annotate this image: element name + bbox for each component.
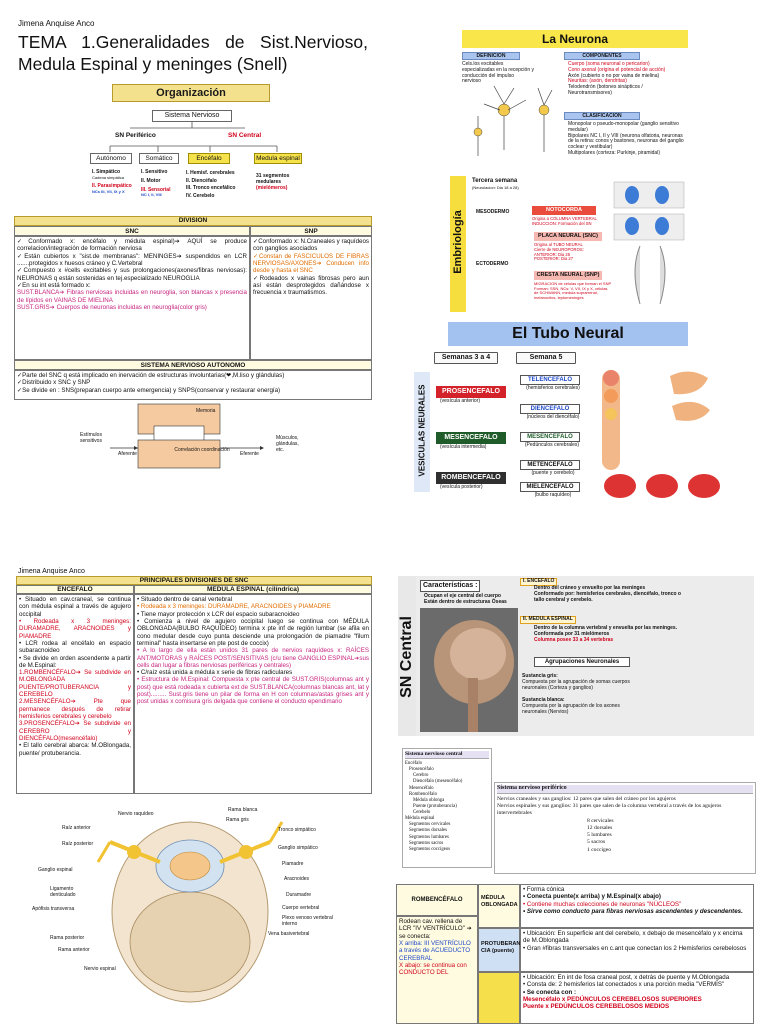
spinal-cord-illustration (90, 802, 290, 1022)
lbl-plexo: Plexo venoso vertebral interno (282, 915, 333, 927)
diencefalo: DIENCEFALO (520, 404, 580, 414)
org-snp: SN Periférico (115, 132, 156, 139)
lbl-tronco-simpatico: Tronco simpático (278, 827, 316, 833)
ectodermo: ECTODERMO (476, 261, 509, 267)
encefalo-items: Dentro del cráneo y envuelto por las meninges Conformado por: hemisferios cerebrales, diencéfalo, tronco o tallo cerebral y cerebelo. (534, 585, 681, 603)
snc-list-box: Sistema nervioso central Encéfalo Prosencéfalo Cerebro Diencéfalo (mesencéfalo) Mesencéfalo Rombencéfalo Médula oblonga Puente (protuberancia) Cerebelo Médula espinal Segmentos cervicales Segmentos dorsales Segmentos lumbares Segmentos sacros Segmentos coccígeos (402, 748, 492, 868)
autonomo-cell: ✓Parte del SNC q está implicado en inervación de estructuras involuntarias(❤,M.liso y glándulas) ✓Distribuido x SNC y SNP ✓Se divide en : SNS(preparan cuerpo ante emergencia) y SNPS(conservar y restaurar energía) (14, 370, 372, 400)
page2 (384, 0, 768, 512)
lbl-nervio-raquideo: Nervio raquídeo (118, 811, 154, 817)
org-medula: Medula espinal (254, 153, 302, 164)
agrupaciones-title: Agrupaciones Neuronales (534, 657, 630, 667)
medula-tag: II. MEDULA ESPINAL (520, 616, 576, 624)
sust-blanca: Sustancia blanca: Compuesta por la agrupación de los axones neuronales (Nervios) (522, 697, 620, 715)
reflex-memoria: Memoria (196, 408, 216, 414)
placa-text: Origina al TUBO NEURAL Cierre de NEUROPOROS: ANTERIOR: Dia 25 POSTERIOR: Dia 27 (534, 242, 584, 262)
division-snc-head: SNC (14, 226, 250, 236)
mesencefalo2: MESENCEFALO (520, 432, 580, 442)
metencefalo: METENCEFALO (520, 460, 580, 470)
autonomo-title: SISTEMA NERVIOSO AUTONOMO (14, 360, 372, 370)
semanas34: Semanas 3 a 4 (434, 352, 498, 364)
clasificacion-list: Monopolar o pseudo-monopolar (ganglio sensitivo medular) Bipolares NC I, II y VIII (neurona olfatoria, neuronas de la retina: conos y bastones, neuronas del ganglio coclear y vestibular) Multipolares (corteza: Purkinje, piramidal) (568, 121, 684, 156)
mo-text: • Forma cónica • Conecta puente(x arriba) y M.Espinal(x abajo) • Contiene muchas colecciones de neuronas "NÚCLEOS" • Sirve como conducto para fibras nerviosas ascendentes y descendentes. (520, 884, 754, 928)
lbl-nervio-espinal: Nervio espinal (84, 966, 116, 972)
lbl-rama-posterior: Rama posterior (50, 935, 85, 941)
rombencefalo-sub: (vesícula posterior) (440, 484, 483, 490)
lbl-aracnoides: Aracnoides (284, 876, 310, 882)
encefalo-tag: I. ENCEFALO (520, 578, 557, 586)
lbl-raiz-posterior: Raíz posterior (62, 841, 94, 847)
reflex-efectores: Músculos, glándulas, etc. (276, 435, 299, 453)
division-snp-head: SNP (250, 226, 372, 236)
lbl-rama-blanca: Rama blanca (228, 807, 258, 813)
tubo-banner: El Tubo Neural (448, 322, 688, 346)
org-med-items: 31 segmentos medulares (mielómeros) (256, 173, 290, 191)
lbl-cuerpo-vertebral: Cuerpo vertebral (282, 905, 320, 911)
org-autonomo: Autónomo (90, 153, 132, 164)
division-snc-cell: ✓Conformado x: encéfalo y médula espinal)➔ AQUÍ se produce correlacion/integración de formación nerviosa ✓Están cubiertos x "sist.de membranas": MENINGES➔ suspendidos en LCR .......protegidos x huesos cráneo y C.Vertebral ✓Compuesto x #cells excitables y sus prolongaciones(axones/fibras nerviosas): NEURONAS q están sostenidas en tej.especializado NEUROGLIA ✓En su int está formado x: SUST.BLANCA➔ Fibras nerviosas incluidas en neuroglia, son blancas x presencia de lípidos en VAINAS DE MIELINA SUST.GRIS➔ Cuerpos de neuronas incluidas en neuroglia(color gris) (14, 236, 250, 360)
author-label: Jimena Anquise Anco (18, 19, 95, 28)
organizacion-title: Organización (112, 84, 270, 102)
division-snp-cell: ✓Conformado x: N.Craneales y raquídeos con ganglios asociados ✓Constan de FASCICULOS DE FIBRAS NERVIOSAS/AXONES➔ Conducen info desde y hasta el SNC ✓Rodeados x vainas fibrosas pero aun así están desprotegidos dañándose x frecuencia x traumatismos. (250, 236, 372, 360)
lbl-ligamento: Ligamento denticulado (50, 886, 76, 898)
lbl-rama-anterior: Rama anterior (58, 947, 90, 953)
prosencefalo: PROSENCEFALO (436, 386, 506, 398)
lbl-ganglio-espinal: Ganglio espinal (38, 867, 73, 873)
mesodermo: MESODERMO (476, 209, 510, 215)
encefalo-head: ENCEFALO (16, 585, 134, 594)
mielencefalo: MIELENCEFALO (520, 482, 580, 492)
org-snc: SN Central (228, 132, 262, 139)
cb-text: • Ubicación: En int de fosa craneal post, x detrás de puente y M.Oblongada • Consta de: 2 hemisferios lat conectados x una porción media "VERMIS" • Se conecta con : Mesencéfalo x PEDÚNCULOS CEREBELOSOS SUPERIORES Puente x PEDÚNCULOS CEREBELOSOS MEDIOS (520, 972, 754, 1024)
org-som-items: I. Sensitivo II. Motor III. Sensorial NC I, II, VIII (141, 169, 171, 198)
romb-table (396, 884, 754, 1024)
org-somatico: Somático (139, 153, 179, 164)
lbl-rama-gris: Rama gris (226, 817, 249, 823)
mesencefalo-sub: (vesícula intermedia) (440, 444, 487, 450)
org-aut-items: I. Simpático Cadena simpática II. Parasimpático NCs III, VII, IX y X (92, 169, 132, 195)
division-title: DIVISION (14, 216, 372, 226)
definicion-head: DEFINICION (462, 52, 520, 60)
author-label-2: Jimena Anquise Anco (18, 568, 85, 575)
tercera-semana: Tercera semana (472, 178, 518, 184)
title-line2: Medula Espinal y meninges (Snell) (18, 54, 288, 74)
neuron-illustration (464, 80, 564, 164)
mesencefalo2-sub: (Pedúnculos cerebrales) (524, 442, 580, 448)
definicion-text: Cels.los excitables especializadas en la recepción y conducción del impulso nervioso (462, 61, 534, 85)
lbl-piamadre: Piamadre (282, 861, 304, 867)
mielencefalo-sub: (bulbo raquídeo) (534, 492, 572, 498)
componentes-head: COMPONENTES (564, 52, 640, 60)
vesiculas-side: VESICULAS NEURALES (414, 372, 430, 492)
title-line1: TEMA 1.Generalidades de Sist.Nervioso, (18, 32, 368, 52)
notocorda-text: Origina a COLUMNA VERTEBRAL INDUCCION: Formación del SN (532, 216, 597, 226)
cb-head (478, 972, 520, 1024)
lbl-raiz-anterior: Raíz anterior (62, 825, 91, 831)
rombencefalo: ROMBENCEFALO (436, 472, 506, 484)
telencefalo: TELENCEFALO (520, 375, 580, 385)
lbl-apofisis: Apófisis transversa (32, 906, 75, 912)
neurulacion: (Neurulacion: Dia 18 a 28) (472, 185, 519, 190)
medula-cell: • Situado dentro de canal vertebral • Rodeada x 3 meninges: DURAMADRE, ARACNOIDES y PIAMADRE • Tiene mayor protección x LCR del espacio subaracnoideo • Comienza a nivel de agujero occipital luego se continua con MÉDULA OBLONGADA(BULBO RAQUÍDEO) termina x pte inf de región lumbar (se afila en cono medular desde cuyo punta desciende una prolongación de piamadre "filum terminal" hasta insertarse en pte post de coccix) • A lo largo de ella están unidos 31 pares de nervios raquídeos x: RAÍCES ANT/MOTORAS y RAÍCES POST/SENSITIVAS (c/u tiene GANGLIO ESPINAL➔sus cells dan lugar a fibras nerviosas periféricas y centrales) • C/raíz está unida a médula x serie de fibras radiculares • Estructura de M.Espinal: Compuesta x pte central de SUST.GRIS(columnas ant y post) que está rodeada x cubierta ext de SUST.BLANCA(columnas blancas ant, lat y post)......... Sust.gris tiene un pilar de forma en H con columnas/astas grises ant y post unidas x comisura gris delgada que contiene el conducto ependimario (134, 594, 372, 794)
clasificacion-head: CLASIFICACION (564, 112, 640, 120)
metencefalo-sub: (puente y cerebelo) (531, 470, 575, 476)
embriologia-side: Embriología (450, 176, 466, 312)
reflex-aferente: Aferente (118, 451, 137, 457)
notocorda: NOTOCORDA (532, 206, 596, 215)
medula-items: Dentro de la columna vertebral y envuelta por las meninges. Conformada por 31 mielómeros Columna posee 33 a 34 vertebras (534, 625, 678, 643)
cresta-neural: CRESTA NEURAL (SNP) (534, 271, 602, 280)
placa-neural: PLACA NEURAL (SNC) (534, 232, 602, 241)
mesencefalo: MESENCEFALO (436, 432, 506, 444)
snp-list-box: Sistema nervioso periférico Nervios craneales y sus ganglios: 12 pares que salen del cráneo por los agujeros Nervios espinales y sus ganglios: 31 pares que salen de la columna vertebral a través de los agujeros intervertebrales 8 cervicales 12 dorsales 5 lumbares 5 sacros 1 coccígeo (494, 782, 756, 874)
telencefalo-sub: (hemisferios cerebrales) (526, 385, 580, 391)
encefalo-cell: • Situado en cav.craneal, se continua con médula espinal a través de agujero occipital • Rodeada x 3 meninges: DURAMADRE, ARACNOIDES y PIAMADRE • LCR rodea al encéfalo en espacio subaracnoideo • Se divide en orden ascendente a partir de M.Espinal: 1.ROMBENCÉFALO➔ Se subdivide en M.OBLONGADA PUENTE/PROTUBERANCIA y CEREBELO 2.MESENCÉFALO➔ Pte que permanece después de retirar hemisferios cerebrales y cerebelo 3.PROSENCÉFALO➔ Se subdivide en CEREBRO y DIENCÉFALO(mesencéfalo) • El tallo cerebral abarca: M.OBlongada, puente/ protuberancia. (16, 594, 134, 794)
org-root: Sistema Nervioso (152, 110, 232, 122)
page1 (0, 0, 384, 512)
reflex-eferente: Eferente (240, 451, 259, 457)
sust-gris: Sustancia gris: Compuesta por la agrupación de somas cuerpos neuronales (Corteza y ganglios) (522, 673, 630, 691)
embryo-illustrations (610, 180, 690, 310)
tubo-illustration (590, 366, 740, 506)
lbl-ganglio-simpatico: Ganglio simpático (278, 845, 318, 851)
pp-text: • Ubicación: En superficie ant del cerebelo, x debajo de mesencéfalo y x encima de M.Oblongada • Gran #fibras transversales en c.ant que conectan los 2 Hemisferios cerebelosos (520, 928, 754, 972)
medula-head: MEDULA ESPINAL (cilíndrica) (134, 585, 372, 594)
lbl-duramadre: Duramadre (286, 892, 312, 898)
reflex-estimulos: Estímulos sensitivos (80, 432, 102, 444)
mo-head: MÉDULA OBLONGADA (478, 884, 520, 928)
reflex-correlacion: Correlación coordinación (174, 447, 230, 453)
snc-vertical-tab: SN Central (398, 576, 416, 736)
org-encefalo: Encéfalo (188, 153, 230, 164)
divisiones-title: PRINCIPALES DIVISIONES DE SNC (16, 576, 372, 585)
componentes-list: Cuerpo (soma neuronal o pericarion) Cono axonal (origina el potencial de acción) Axón (cubierto o no por vaina de mielina) Neuritas: (axón, dendritas) Telodendrón (botones sinápticos / Neurotransmisores) (568, 61, 666, 96)
pp-head: PROTUBERAN CIA (puente) (478, 928, 520, 972)
prosencefalo-sub: (vesícula anterior) (440, 398, 481, 404)
caract-list: Ocupan el eje central del cuerpo Están dentro de estructuras Óseas (424, 593, 507, 605)
semana5: Semana 5 (516, 352, 576, 364)
page3 (0, 512, 384, 1024)
org-enc-items: I. Hemisf. cerebrales II. Diencéfalo III. Tronco encefálico IV. Cerebelo (186, 170, 236, 199)
lbl-vena: Vena basivertebral (268, 931, 310, 937)
diencefalo-sub: (núcleos del diencéfalo) (526, 414, 580, 420)
neurona-banner: La Neurona (462, 30, 688, 48)
page4 (384, 512, 768, 1024)
romb-head: ROMBENCÉFALO (396, 884, 478, 916)
cresta-text: MIGRACION de células que forman el SNP Forman: SSN, NCs: V, VII, IX y X, células de SCHWANN, medula suprarrenal, melanocitos, leptomeninges (534, 281, 612, 300)
caracteristicas-title: Características : (420, 580, 480, 592)
head-section-image (420, 608, 518, 732)
romb-text: Rodean cav. rellena de LCR "IV VENTRÍCULO" ➔ se conecta: X arriba: III VENTRÍCULO a través de ACUEDUCTO CEREBRAL X abajo: se continua con CONDUCTO DEL (396, 916, 478, 1024)
